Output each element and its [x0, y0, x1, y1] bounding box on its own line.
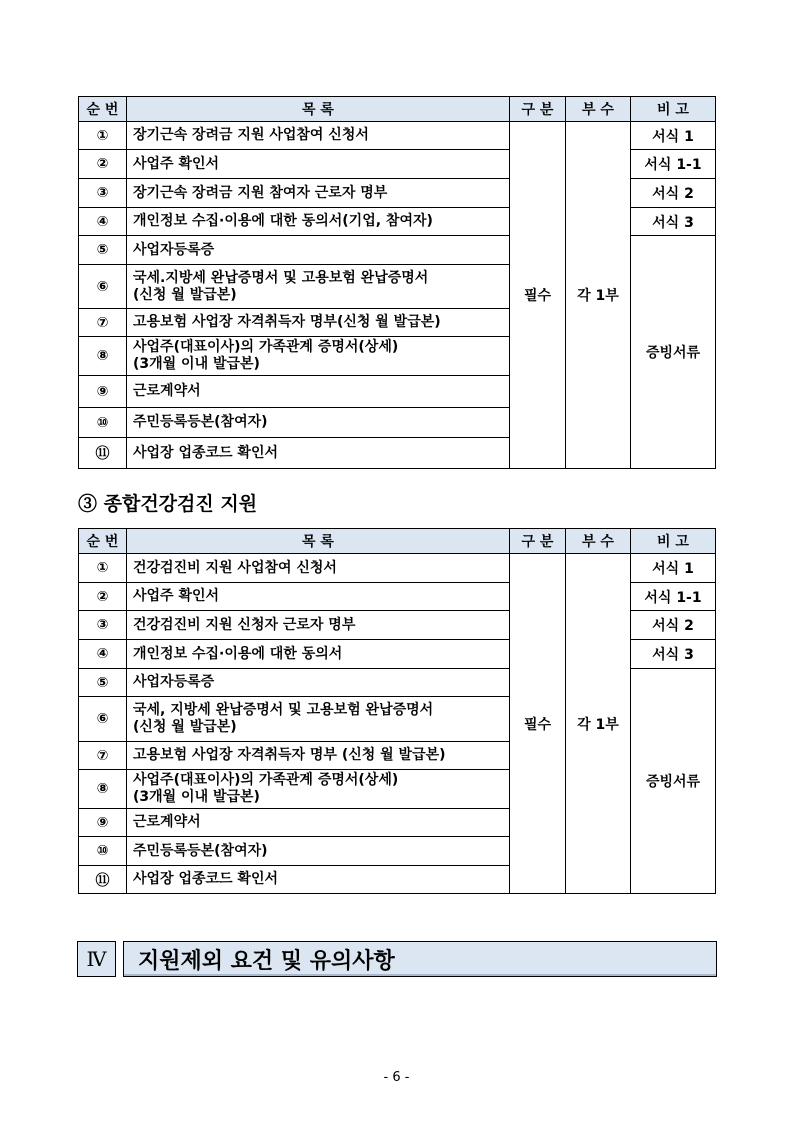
header-type: 구 분 [510, 97, 566, 122]
row-number: ③ [79, 611, 127, 640]
remark-cell: 서식 1 [631, 554, 716, 583]
row-number: ④ [79, 208, 127, 236]
header-remark: 비 고 [631, 529, 716, 554]
row-number: ⑥ [79, 265, 127, 309]
table-header-row [79, 97, 716, 122]
chapter-heading [77, 941, 717, 979]
row-item: 사업자등록증 [127, 236, 510, 265]
row-item: 고용보험 사업장 자격취득자 명부 (신청 월 발급본) [127, 742, 510, 770]
row-item [127, 265, 510, 309]
remark-cell: 서식 3 [631, 640, 716, 669]
row-item: 장기근속 장려금 지원 사업참여 신청서 [127, 122, 510, 150]
remark-cell: 서식 2 [631, 179, 716, 208]
copies-cell: 각 1부 [566, 554, 631, 894]
row-item: 주민등록등본(참여자) [127, 408, 510, 438]
row-number: ⑨ [79, 809, 127, 837]
remark-cell: 서식 3 [631, 208, 716, 236]
row-item [127, 337, 510, 376]
required-documents-table-long-service [78, 96, 716, 469]
evidence-cell: 증빙서류 [631, 669, 716, 894]
header-list: 목 록 [127, 97, 510, 122]
row-number: ② [79, 150, 127, 179]
remark-cell: 서식 2 [631, 611, 716, 640]
row-number: ⑪ [79, 866, 127, 894]
row-item-line1: 사업주(대표이사)의 가족관계 증명서(상세) [133, 772, 399, 788]
row-item-line1: 국세.지방세 완납증명서 및 고용보험 완납증명서 [133, 269, 429, 286]
required-documents-table-health-checkup [78, 528, 716, 894]
header-list: 목 록 [127, 529, 510, 554]
row-number: ⑩ [79, 837, 127, 866]
row-number: ③ [79, 179, 127, 208]
row-item: 사업자등록증 [127, 669, 510, 697]
row-item-line2: (신청 월 발급본) [133, 286, 237, 303]
page-number: - 6 - [383, 1070, 410, 1085]
row-number: ⑦ [79, 309, 127, 337]
header-remark: 비 고 [631, 97, 716, 122]
row-item: 사업장 업종코드 확인서 [127, 438, 510, 469]
row-item-line2: (신청 월 발급본) [133, 719, 237, 735]
row-item: 고용보험 사업장 자격취득자 명부(신청 월 발급본) [127, 309, 510, 337]
type-cell: 필수 [510, 122, 566, 469]
chapter-title: 지원제외 요건 및 유의사항 [123, 941, 717, 977]
chapter-number: Ⅳ [77, 941, 116, 977]
header-no: 순 번 [79, 97, 127, 122]
row-item [127, 697, 510, 742]
type-cell: 필수 [510, 554, 566, 894]
table-header-row [79, 529, 716, 554]
row-number: ④ [79, 640, 127, 669]
section-title: ③ 종합건강검진 지원 [78, 493, 258, 515]
remark-cell: 서식 1-1 [631, 150, 716, 179]
remark-cell: 서식 1 [631, 122, 716, 150]
header-no: 순 번 [79, 529, 127, 554]
row-item-line1: 국세, 지방세 완납증명서 및 고용보험 완납증명서 [133, 702, 434, 718]
copies-cell: 각 1부 [566, 122, 631, 469]
row-item: 사업장 업종코드 확인서 [127, 866, 510, 894]
row-number: ⑤ [79, 236, 127, 265]
row-item: 사업주 확인서 [127, 583, 510, 611]
row-item: 건강검진비 지원 사업참여 신청서 [127, 554, 510, 583]
row-item [127, 770, 510, 809]
row-item: 근로계약서 [127, 376, 510, 408]
row-number: ⑪ [79, 438, 127, 469]
row-item: 근로계약서 [127, 809, 510, 837]
row-item: 개인정보 수집·이용에 대한 동의서 [127, 640, 510, 669]
table-row [79, 122, 716, 150]
row-item-line2: (3개월 이내 발급본) [133, 789, 260, 805]
row-item: 주민등록등본(참여자) [127, 837, 510, 866]
row-number: ⑦ [79, 742, 127, 770]
row-number: ⑧ [79, 770, 127, 809]
row-item: 건강검진비 지원 신청자 근로자 명부 [127, 611, 510, 640]
row-item-line1: 사업주(대표이사)의 가족관계 증명서(상세) [133, 339, 399, 355]
row-number: ② [79, 583, 127, 611]
row-number: ① [79, 554, 127, 583]
row-item: 사업주 확인서 [127, 150, 510, 179]
row-number: ⑨ [79, 376, 127, 408]
row-number: ⑧ [79, 337, 127, 376]
row-number: ⑩ [79, 408, 127, 438]
remark-cell: 서식 1-1 [631, 583, 716, 611]
header-copies: 부 수 [566, 529, 631, 554]
evidence-cell: 증빙서류 [631, 236, 716, 469]
header-copies: 부 수 [566, 97, 631, 122]
row-number: ⑥ [79, 697, 127, 742]
row-item-line2: (3개월 이내 발급본) [133, 356, 260, 372]
row-number: ⑤ [79, 669, 127, 697]
row-item: 개인정보 수집·이용에 대한 동의서(기업, 참여자) [127, 208, 510, 236]
row-item: 장기근속 장려금 지원 참여자 근로자 명부 [127, 179, 510, 208]
table-row [79, 554, 716, 583]
header-type: 구 분 [510, 529, 566, 554]
row-number: ① [79, 122, 127, 150]
